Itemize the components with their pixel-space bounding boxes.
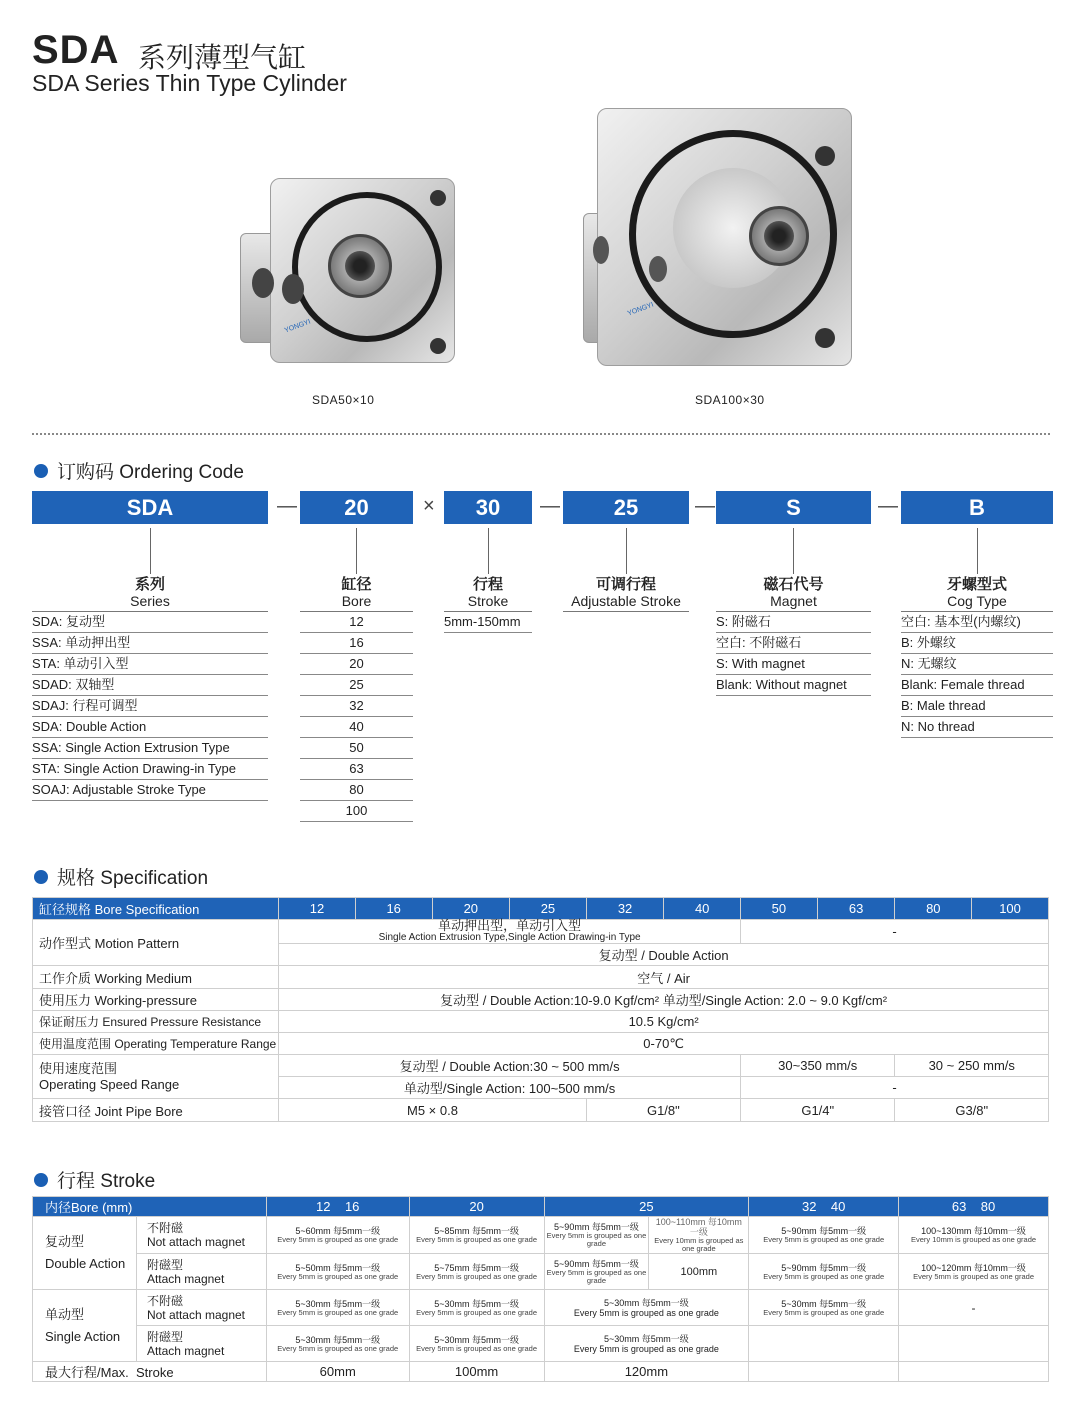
stroke-heading-text: 行程 Stroke	[57, 1171, 156, 1192]
no-magnet-en: Not attach magnet	[146, 1307, 245, 1322]
grade-note: Every 10mm is grouped as one grade	[911, 1235, 1037, 1244]
double-action-en: Double Action	[45, 1256, 126, 1271]
list-item: 16	[300, 633, 413, 654]
grade-note: Every 5mm is grouped as one grade	[277, 1307, 399, 1317]
table-row	[33, 1033, 1049, 1055]
adjustable-stroke-header: 可调行程 Adjustable Stroke	[563, 577, 689, 612]
single-action-en: Single Action	[45, 1328, 121, 1344]
stroke-cell	[749, 1290, 899, 1326]
stroke-range: 100~110mm 每10mm一级	[655, 1217, 742, 1237]
table-row	[33, 1254, 1049, 1290]
grade-note: Every 5mm is grouped as one grade	[763, 1271, 885, 1281]
stroke-table	[32, 1196, 1049, 1382]
list-item: SOAJ: Adjustable Stroke Type	[32, 780, 268, 801]
stroke-range: 5~90mm 每5mm一级	[781, 1262, 867, 1273]
connector-line	[150, 528, 151, 574]
table-row	[33, 1362, 1049, 1382]
stroke-bore-group: 63 80	[899, 1197, 1049, 1217]
no-magnet-cn: 不附磁	[146, 1293, 183, 1308]
motion-single-cell	[279, 920, 741, 944]
pressure-label: 使用压力 Working-pressure	[33, 989, 279, 1011]
list-item: 12	[300, 612, 413, 633]
pipe-bore-label: 接管口径 Joint Pipe Bore	[33, 1099, 279, 1122]
table-row	[33, 989, 1049, 1011]
stroke-range: 100~120mm 每10mm一级	[921, 1262, 1026, 1273]
speed-single-value: 单动型/Single Action: 100~500 mm/s	[279, 1077, 741, 1099]
bore-value: 80	[895, 898, 972, 920]
table-row	[33, 1099, 1049, 1122]
list-item: S: With magnet	[716, 654, 871, 675]
bullet-icon	[34, 870, 48, 884]
stroke-range: 5~30mm 每5mm一级	[434, 1298, 519, 1309]
stroke-cell: -	[899, 1290, 1049, 1326]
stroke-header: 行程 Stroke	[444, 577, 532, 612]
list-item: N: No thread	[901, 717, 1053, 738]
list-item: N: 无螺纹	[901, 654, 1053, 675]
cog-type-header: 牙螺型式 Cog Type	[901, 577, 1053, 612]
bore-value: 50	[741, 898, 818, 920]
connector-line	[356, 528, 357, 574]
code-separator: ×	[423, 495, 435, 517]
stroke-bore-label: 内径Bore (mm)	[33, 1197, 267, 1217]
list-item: STA: 单动引入型	[32, 654, 268, 675]
stroke-bore-group: 12 16	[266, 1197, 409, 1217]
pipe-bore-value: G1/4"	[741, 1099, 895, 1122]
series-header: 系列 Series	[32, 577, 268, 612]
stroke-cell	[649, 1217, 749, 1254]
ordering-code-heading-text: 订购码 Ordering Code	[57, 462, 244, 483]
list-item: 5mm-150mm	[444, 612, 532, 633]
grade-note: Every 5mm is grouped as one grade	[763, 1307, 885, 1317]
stroke-cell	[266, 1290, 409, 1326]
connector-line	[488, 528, 489, 574]
specification-heading	[34, 863, 208, 890]
code-box-series: SDA	[32, 491, 268, 524]
stroke-range: 5~30mm 每5mm一级	[434, 1334, 519, 1345]
list-item: B: Male thread	[901, 696, 1053, 717]
speed-large-value: 30 ~ 250 mm/s	[895, 1055, 1049, 1077]
grade-note: Every 5mm is grouped as one grade	[416, 1235, 538, 1244]
speed-single-dash: -	[741, 1077, 1049, 1099]
section-divider	[32, 433, 1050, 435]
stroke-bore-group: 20	[409, 1197, 544, 1217]
pipe-bore-value: M5 × 0.8	[279, 1099, 587, 1122]
code-box-stroke: 30	[444, 491, 532, 524]
magnet-label	[136, 1326, 266, 1362]
medium-label: 工作介质 Working Medium	[33, 966, 279, 989]
grade-note: Every 5mm is grouped as one grade	[763, 1235, 885, 1244]
stroke-range: 5~90mm 每5mm一级	[554, 1222, 639, 1232]
list-item: 空白: 不附磁石	[716, 633, 871, 654]
grade-note: Every 5mm is grouped as one grade	[573, 1307, 719, 1318]
ordering-code-heading	[34, 457, 244, 484]
single-action-label	[33, 1290, 137, 1362]
grade-note: Every 5mm is grouped as one grade	[573, 1343, 719, 1354]
proof-pressure-label: 保证耐压力 Ensured Pressure Resistance	[33, 1011, 279, 1033]
stroke-range: 5~85mm 每5mm一级	[434, 1226, 519, 1236]
magnet-label	[136, 1254, 266, 1290]
double-action-label	[33, 1217, 137, 1290]
stroke-cell	[899, 1362, 1049, 1382]
stroke-cell: 100mm	[649, 1254, 749, 1290]
stroke-range: 5~50mm 每5mm一级	[295, 1262, 381, 1273]
grade-note: Every 5mm is grouped as one grade	[277, 1235, 399, 1244]
list-item: STA: Single Action Drawing-in Type	[32, 759, 268, 780]
list-item: B: 外螺纹	[901, 633, 1053, 654]
stroke-cell	[409, 1326, 544, 1362]
stroke-cell	[749, 1326, 899, 1362]
stroke-bore-group: 32 40	[749, 1197, 899, 1217]
title-english: SDA Series Thin Type Cylinder	[32, 70, 347, 96]
product-caption-small: SDA50×10	[312, 393, 375, 407]
grade-note: Every 5mm is grouped as one grade	[546, 1267, 647, 1285]
bore-value: 100	[972, 898, 1049, 920]
table-row	[33, 1197, 1049, 1217]
motion-single-cn: 单动押出型，单动引入型	[438, 918, 582, 933]
stroke-cell	[899, 1254, 1049, 1290]
connector-line	[793, 528, 794, 574]
magnet-cn: 附磁型	[146, 1257, 183, 1272]
stroke-range: 5~75mm 每5mm一级	[434, 1262, 519, 1273]
bullet-icon	[34, 1173, 48, 1187]
product-caption-large: SDA100×30	[695, 393, 765, 407]
list-item: 20	[300, 654, 413, 675]
stroke-cell	[899, 1326, 1049, 1362]
list-item: SSA: Single Action Extrusion Type	[32, 738, 268, 759]
list-item: 80	[300, 780, 413, 801]
list-item: SDAJ: 行程可调型	[32, 696, 268, 717]
bore-value: 20	[432, 898, 510, 920]
stroke-cell	[266, 1254, 409, 1290]
stroke-cell	[266, 1326, 409, 1362]
magnet-header: 磁石代号 Magnet	[716, 577, 871, 612]
list-item: SDAD: 双轴型	[32, 675, 268, 696]
series-code-title: SDA	[32, 28, 120, 72]
bore-value: 32	[586, 898, 664, 920]
specification-table	[32, 897, 1049, 1122]
no-magnet-label	[136, 1290, 266, 1326]
double-action-cn: 复动型	[45, 1234, 85, 1249]
grade-note: Every 5mm is grouped as one grade	[416, 1271, 538, 1281]
stroke-cell	[409, 1290, 544, 1326]
grade-note: Every 5mm is grouped as one grade	[277, 1343, 399, 1353]
pipe-bore-value: G1/8"	[586, 1099, 740, 1122]
list-item: SDA: Double Action	[32, 717, 268, 738]
magnet-list	[716, 612, 871, 696]
stroke-cell	[899, 1217, 1049, 1254]
product-brand-label: YONGYI	[283, 318, 312, 335]
motion-pattern-label: 动作型式 Motion Pattern	[33, 920, 279, 966]
stroke-range: 5~30mm 每5mm一级	[604, 1333, 689, 1344]
table-row	[33, 920, 1049, 944]
max-stroke-value: 60mm	[266, 1362, 409, 1382]
list-item: 空白: 基本型(内螺纹)	[901, 612, 1053, 633]
bore-list	[300, 612, 413, 822]
bore-spec-label: 缸径规格 Bore Specification	[33, 898, 279, 920]
grade-note: Every 10mm is grouped as one grade	[654, 1236, 744, 1253]
code-separator: —	[695, 495, 715, 517]
stroke-cell	[544, 1326, 749, 1362]
bore-value: 40	[664, 898, 741, 920]
stroke-range: 5~30mm 每5mm一级	[604, 1297, 689, 1308]
motion-double-cell: 复动型 / Double Action	[279, 944, 1049, 966]
series-list	[32, 612, 268, 801]
motion-single-en: Single Action Extrusion Type,Single Action Drawing-in Type	[378, 932, 641, 943]
code-box-bore: 20	[300, 491, 413, 524]
speed-label-cn: 使用速度范围	[39, 1060, 118, 1076]
grade-note: Every 5mm is grouped as one grade	[416, 1307, 538, 1317]
grade-note: Every 5mm is grouped as one grade	[546, 1231, 647, 1248]
table-row	[33, 1217, 1049, 1254]
stroke-range: 5~60mm 每5mm一级	[295, 1226, 381, 1236]
single-action-cn: 单动型	[45, 1306, 85, 1322]
product-brand-label: YONGYI	[626, 301, 655, 318]
list-item: 50	[300, 738, 413, 759]
stroke-cell	[749, 1362, 899, 1382]
list-item: 40	[300, 717, 413, 738]
grade-note: Every 5mm is grouped as one grade	[416, 1343, 538, 1353]
magnet-cn: 附磁型	[146, 1329, 183, 1344]
grade-note: Every 5mm is grouped as one grade	[913, 1271, 1034, 1281]
stroke-range: 5~30mm 每5mm一级	[295, 1298, 381, 1309]
list-item: S: 附磁石	[716, 612, 871, 633]
stroke-cell	[544, 1217, 649, 1254]
connector-line	[626, 528, 627, 574]
bore-header: 缸径 Bore	[300, 577, 413, 612]
product-image-large	[583, 108, 853, 373]
bore-value: 25	[510, 898, 587, 920]
table-row	[33, 1290, 1049, 1326]
stroke-bore-group: 25	[544, 1197, 749, 1217]
connector-line	[977, 528, 978, 574]
stroke-range: 5~90mm 每5mm一级	[781, 1226, 867, 1236]
code-separator: —	[540, 495, 560, 517]
specification-heading-text: 规格 Specification	[57, 868, 209, 889]
grade-note: Every 5mm is grouped as one grade	[277, 1271, 399, 1281]
bore-value: 12	[279, 898, 356, 920]
stroke-cell	[409, 1254, 544, 1290]
list-item: SSA: 单动押出型	[32, 633, 268, 654]
max-stroke-value: 100mm	[409, 1362, 544, 1382]
stroke-range: 5~30mm 每5mm一级	[781, 1298, 867, 1309]
motion-single-dash: -	[741, 920, 1049, 944]
speed-label	[33, 1055, 279, 1099]
cog-type-list	[901, 612, 1053, 738]
stroke-cell	[266, 1217, 409, 1254]
stroke-cell	[749, 1254, 899, 1290]
code-box-cog-type: B	[901, 491, 1053, 524]
no-magnet-label	[136, 1217, 266, 1254]
bullet-icon	[34, 464, 48, 478]
table-row	[33, 898, 1049, 920]
speed-label-en: Operating Speed Range	[39, 1076, 180, 1092]
temperature-label: 使用温度范围 Operating Temperature Range	[33, 1033, 279, 1055]
stroke-range: 5~30mm 每5mm一级	[295, 1334, 381, 1345]
code-box-magnet: S	[716, 491, 871, 524]
bore-value: 16	[355, 898, 432, 920]
stroke-list	[444, 612, 532, 633]
list-item: Blank: Without magnet	[716, 675, 871, 696]
stroke-range: 100~130mm 每10mm一级	[921, 1226, 1026, 1236]
pressure-value: 复动型 / Double Action:10-9.0 Kgf/cm² 单动型/Single Action: 2.0 ~ 9.0 Kgf/cm²	[279, 989, 1049, 1011]
max-stroke-value: 120mm	[544, 1362, 749, 1382]
pipe-bore-value: G3/8"	[895, 1099, 1049, 1122]
stroke-range: 5~90mm 每5mm一级	[554, 1258, 639, 1269]
magnet-en: Attach magnet	[146, 1343, 225, 1358]
list-item: 25	[300, 675, 413, 696]
medium-value: 空气 / Air	[279, 966, 1049, 989]
bore-value: 63	[817, 898, 895, 920]
list-item: SDA: 复动型	[32, 612, 268, 633]
temperature-value: 0-70℃	[279, 1033, 1049, 1055]
stroke-cell	[409, 1217, 544, 1254]
code-separator: —	[277, 495, 297, 517]
list-item: 32	[300, 696, 413, 717]
no-magnet-en: Not attach magnet	[146, 1235, 245, 1249]
speed-mid-value: 30~350 mm/s	[741, 1055, 895, 1077]
list-item: Blank: Female thread	[901, 675, 1053, 696]
stroke-cell	[544, 1254, 649, 1290]
table-row	[33, 1055, 1049, 1077]
code-separator: —	[878, 495, 898, 517]
stroke-heading	[34, 1166, 155, 1193]
list-item: 63	[300, 759, 413, 780]
stroke-cell	[544, 1290, 749, 1326]
title-chinese: 系列薄型气缸	[138, 41, 307, 74]
table-row	[33, 1326, 1049, 1362]
list-item: 100	[300, 801, 413, 822]
magnet-en: Attach magnet	[146, 1271, 225, 1286]
speed-double-value: 复动型 / Double Action:30 ~ 500 mm/s	[279, 1055, 741, 1077]
table-row	[33, 1011, 1049, 1033]
code-box-adjustable-stroke: 25	[563, 491, 689, 524]
max-stroke-label: 最大行程/Max. Stroke	[33, 1362, 267, 1382]
stroke-cell	[749, 1217, 899, 1254]
proof-pressure-value: 10.5 Kg/cm²	[279, 1011, 1049, 1033]
table-row	[33, 966, 1049, 989]
product-image-small	[240, 178, 455, 378]
no-magnet-cn: 不附磁	[146, 1221, 183, 1235]
